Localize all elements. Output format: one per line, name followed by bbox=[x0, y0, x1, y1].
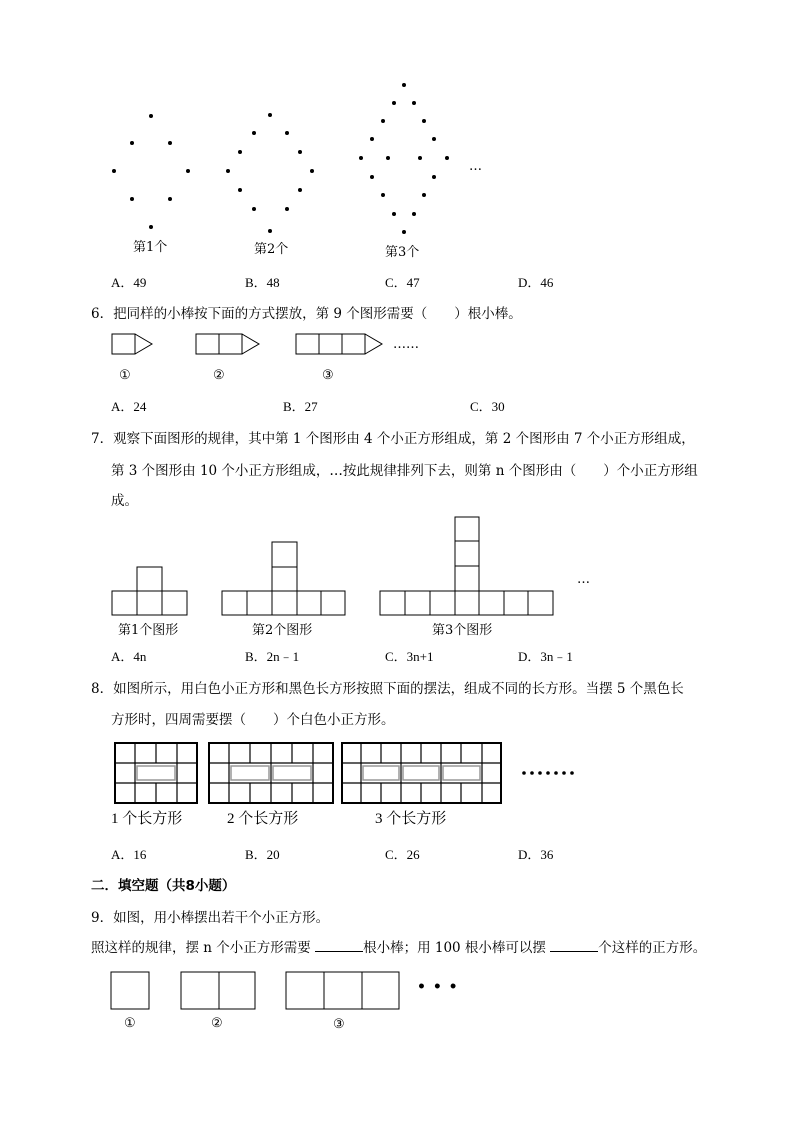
q8-stem-line1: 8．如图所示，用白色小正方形和黑色长方形按照下面的摆法，组成不同的长方形。当摆 5 个黑色长 bbox=[91, 681, 684, 697]
q7-option-b[interactable]: B．2n﹣1 bbox=[245, 649, 300, 664]
q6-label-1: ① bbox=[119, 368, 131, 383]
q7-stem-line2: 第 3 个图形由 10 个小正方形组成，…按此规律排列下去，则第 n 个图形由（ ）个小正方形组 bbox=[111, 463, 698, 479]
q5-option-c[interactable]: C．47 bbox=[385, 275, 420, 290]
q6-option-c[interactable]: C．30 bbox=[470, 399, 505, 414]
q8-caption-1: 1 个长方形 bbox=[111, 811, 183, 827]
q9-line2-part-a: 照这样的规律，摆 n 个小正方形需要 bbox=[91, 940, 311, 956]
q6-label-3: ③ bbox=[322, 368, 334, 383]
q5-caption-2: 第2个 bbox=[254, 242, 289, 257]
q9-label-2: ② bbox=[211, 1016, 223, 1031]
q8-option-a[interactable]: A．16 bbox=[111, 847, 147, 862]
q8-stem-line2: 方形时，四周需要摆（ ）个白色小正方形。 bbox=[111, 712, 395, 728]
q7-caption-2: 第2个图形 bbox=[252, 623, 313, 638]
q7-option-a[interactable]: A．4n bbox=[111, 649, 147, 664]
q5-option-d[interactable]: D．46 bbox=[518, 275, 554, 290]
q6-label-2: ② bbox=[213, 368, 225, 383]
q5-caption-3: 第3个 bbox=[385, 245, 420, 260]
q9-label-3: ③ bbox=[333, 1017, 345, 1032]
q5-caption-1: 第1个 bbox=[133, 240, 168, 255]
q6-ellipsis: …… bbox=[393, 337, 419, 352]
q9-line2-part-c: 个这样的正方形。 bbox=[598, 940, 707, 956]
q5-option-b[interactable]: B．48 bbox=[245, 275, 280, 290]
section-heading: 二．填空题（共8小题） bbox=[91, 878, 236, 894]
q7-ellipsis: … bbox=[577, 572, 590, 587]
q8-option-b[interactable]: B．20 bbox=[245, 847, 280, 862]
q6-option-b[interactable]: B．27 bbox=[283, 399, 318, 414]
q9-ellipsis: • • • bbox=[417, 979, 459, 995]
q8-option-c[interactable]: C．26 bbox=[385, 847, 420, 862]
q7-option-d[interactable]: D．3n﹣1 bbox=[518, 649, 573, 664]
q9-line2-part-b: 根小棒；用 100 根小棒可以摆 bbox=[363, 940, 546, 956]
q6-option-a[interactable]: A．24 bbox=[111, 399, 147, 414]
q7-stem-line1: 7．观察下面图形的规律，其中第 1 个图形由 4 个小正方形组成，第 2 个图形由 7 个小正方形组成， bbox=[91, 431, 695, 447]
q8-option-d[interactable]: D．36 bbox=[518, 847, 554, 862]
q7-option-c[interactable]: C．3n+1 bbox=[385, 649, 434, 664]
q9-label-1: ① bbox=[124, 1016, 136, 1031]
q6-stem: 6．把同样的小棒按下面的方式摆放，第 9 个图形需要（ ）根小棒。 bbox=[91, 306, 522, 322]
q5-ellipsis: … bbox=[469, 159, 482, 174]
q7-stem-line3: 成。 bbox=[111, 493, 138, 509]
q7-caption-1: 第1个图形 bbox=[118, 623, 179, 638]
q8-caption-3: 3 个长方形 bbox=[375, 811, 447, 827]
q7-caption-3: 第3个图形 bbox=[432, 623, 493, 638]
q5-option-a[interactable]: A．49 bbox=[111, 275, 147, 290]
q8-caption-2: 2 个长方形 bbox=[227, 811, 299, 827]
q9-stem: 9．如图，用小棒摆出若干个小正方形。 bbox=[91, 910, 330, 926]
